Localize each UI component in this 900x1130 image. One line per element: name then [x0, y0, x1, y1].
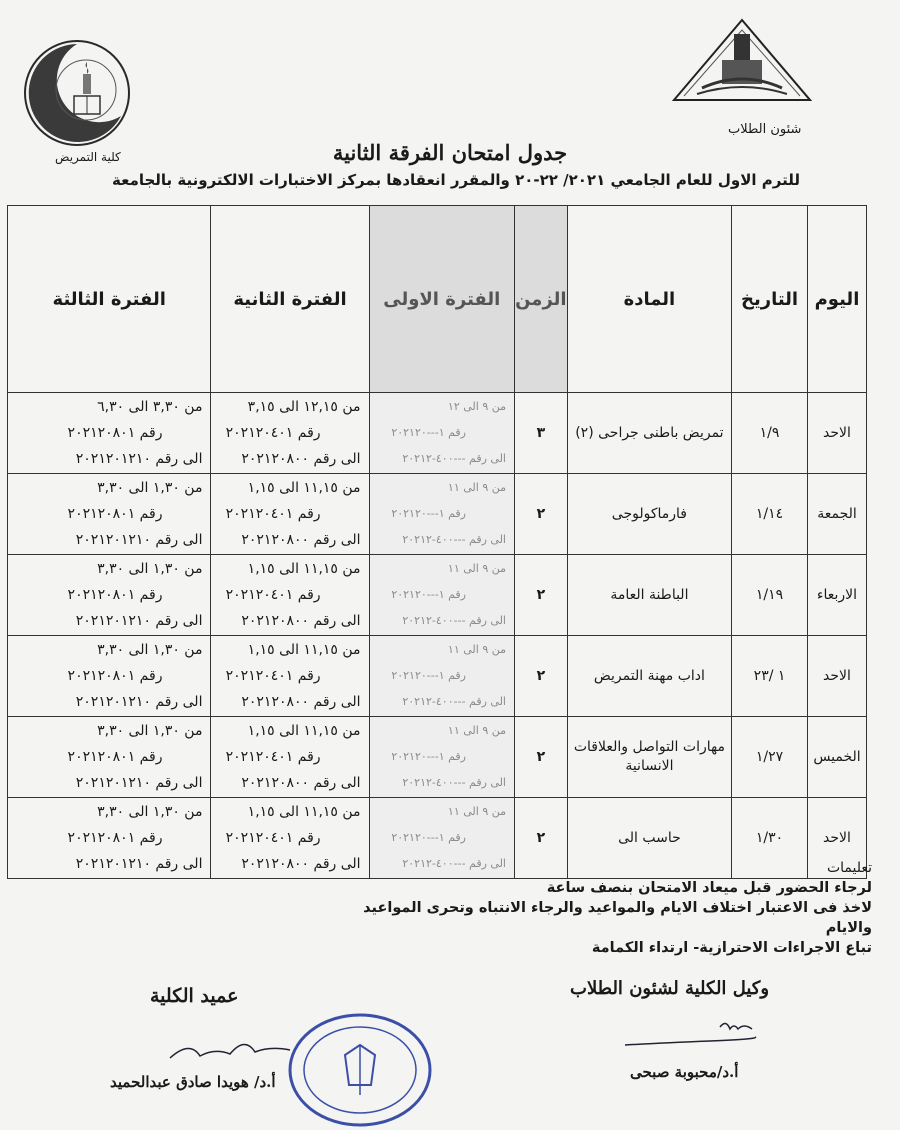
cell-date: ١/٣٠	[732, 798, 808, 879]
dean-name: أ.د/ هويدا صادق عبدالحميد	[110, 1073, 276, 1091]
document-title: جدول امتحان الفرقة الثانية	[332, 140, 568, 165]
table-row	[8, 636, 867, 717]
cell-p3	[8, 636, 211, 717]
header-subject: المادة	[567, 206, 731, 393]
period-line: الى رقم ---٤٠٠-٢٠٢١٢	[402, 776, 506, 789]
cell-day: الاحد	[807, 798, 866, 879]
cell-p1	[369, 717, 514, 798]
vice-dean-title: وكيل الكلية لشئون الطلاب	[570, 978, 770, 999]
vice-dean-name: أ.د/محبوبة صبحى	[630, 1063, 739, 1081]
table-header-row	[8, 206, 867, 393]
header-period2: الفترة الثانية	[211, 206, 369, 393]
header-day: اليوم	[807, 206, 866, 393]
period-line: الى رقم ٢٠٢١٢٠٨٠٠	[241, 694, 361, 710]
period-line: من ١١,١٥ الى ١,١٥	[247, 480, 361, 496]
cell-p2	[211, 555, 369, 636]
cell-duration: ٢	[515, 636, 568, 717]
period-line: رقم ٢٠٢١٢٠٨٠١	[67, 425, 163, 441]
faculty-logo-caption: كلية التمريض	[55, 150, 121, 164]
cell-p2	[211, 636, 369, 717]
benha-university-logo	[672, 10, 812, 110]
header-period3: الفترة الثالثة	[8, 206, 211, 393]
instruction-item: تباع الاجراءات الاحترازية- ارتداء الكمامة	[591, 940, 872, 956]
student-affairs-label: شئون الطلاب	[728, 122, 802, 137]
period-line: الى رقم ٢٠٢١٢٠٨٠٠	[241, 856, 361, 872]
cell-duration: ٣	[515, 393, 568, 474]
period-line: من ١١,١٥ الى ١,١٥	[247, 561, 361, 577]
period-line: رقم ٢٠٢١٢٠٨٠١	[67, 587, 163, 603]
cell-duration: ٢	[515, 798, 568, 879]
exam-schedule-table	[7, 205, 867, 879]
instruction-item: لرجاء الحضور قبل ميعاد الامتحان بنصف ساعة	[546, 880, 872, 896]
faculty-of-nursing-logo	[22, 38, 132, 148]
period-line: من ١١,١٥ الى ١,١٥	[247, 723, 361, 739]
cell-subject: فارماكولوجى	[567, 474, 731, 555]
period-line: الى رقم ٢٠٢١٢٠١٢١٠	[75, 532, 203, 548]
period-line: الى رقم ٢٠٢١٢٠٨٠٠	[241, 775, 361, 791]
header-date: التاريخ	[732, 206, 808, 393]
period-line: رقم ٢٠٢١٢٠٤٠١	[225, 587, 321, 603]
period-line: الى رقم ٢٠٢١٢٠٨٠٠	[241, 613, 361, 629]
period-line: الى رقم ---٤٠٠-٢٠٢١٢	[402, 452, 506, 465]
table-row	[8, 717, 867, 798]
cell-subject: مهارات التواصل والعلاقات الانسانية	[567, 717, 731, 798]
cell-p1	[369, 393, 514, 474]
period-line: من ١,٣٠ الى ٣,٣٠	[97, 480, 203, 496]
cell-p1	[369, 555, 514, 636]
cell-date: ١/١٩	[732, 555, 808, 636]
cell-p3	[8, 555, 211, 636]
table-row	[8, 474, 867, 555]
cell-p1	[369, 636, 514, 717]
cell-p3	[8, 717, 211, 798]
cell-day: الاربعاء	[807, 555, 866, 636]
header-period1: الفترة الاولى	[369, 206, 514, 393]
period-line: الى رقم ٢٠٢١٢٠١٢١٠	[75, 694, 203, 710]
cell-subject: اداب مهنة التمريض	[567, 636, 731, 717]
instructions-block	[312, 858, 872, 958]
period-line: رقم ٢٠٢١٢٠٤٠١	[225, 506, 321, 522]
period-line: الى رقم ---٤٠٠-٢٠٢١٢	[402, 614, 506, 627]
period-line: رقم ١---٢٠٢١٢٠	[391, 750, 466, 763]
cell-day: الجمعة	[807, 474, 866, 555]
period-line: من ١,٣٠ الى ٣,٣٠	[97, 642, 203, 658]
period-line: رقم ١---٢٠٢١٢٠	[391, 831, 466, 844]
period-line: من ٩ الى ١١	[447, 562, 506, 575]
period-line: رقم ٢٠٢١٢٠٨٠١	[67, 749, 163, 765]
period-line: رقم ٢٠٢١٢٠٨٠١	[67, 830, 163, 846]
period-line: رقم ١---٢٠٢١٢٠	[391, 507, 466, 520]
period-line: رقم ١---٢٠٢١٢٠	[391, 426, 466, 439]
instruction-item: لاخذ فى الاعتبار اختلاف الايام والمواعيد والرجاء الانتباه وتحرى المواعيد والايام	[363, 900, 872, 936]
period-line: من ١,٣٠ الى ٣,٣٠	[97, 804, 203, 820]
period-line: من ٩ الى ١١	[447, 805, 506, 818]
university-stamp	[285, 1010, 435, 1130]
period-line: الى رقم ٢٠٢١٢٠٨٠٠	[241, 451, 361, 467]
period-line: الى رقم ٢٠٢١٢٠١٢١٠	[75, 775, 203, 791]
cell-p1	[369, 474, 514, 555]
period-line: رقم ٢٠٢١٢٠٨٠١	[67, 506, 163, 522]
period-line: رقم ٢٠٢١٢٠٤٠١	[225, 425, 321, 441]
period-line: من ١,٣٠ الى ٣,٣٠	[97, 723, 203, 739]
instructions-heading: تعليمات	[826, 860, 872, 876]
period-line: من ١٢,١٥ الى ٣,١٥	[247, 399, 361, 415]
period-line: من ٩ الى ١٢	[447, 400, 506, 413]
period-line: الى رقم ---٤٠٠-٢٠٢١٢	[402, 857, 506, 870]
table-row	[8, 393, 867, 474]
dean-signature	[160, 1030, 300, 1070]
cell-date: ١/٢٧	[732, 717, 808, 798]
period-line: من ٣,٣٠ الى ٦,٣٠	[97, 399, 203, 415]
period-line: من ١١,١٥ الى ١,١٥	[247, 804, 361, 820]
cell-subject: الباطنة العامة	[567, 555, 731, 636]
cell-date: ١/١٤	[732, 474, 808, 555]
period-line: الى رقم ---٤٠٠-٢٠٢١٢	[402, 695, 506, 708]
cell-p2	[211, 393, 369, 474]
period-line: رقم ١---٢٠٢١٢٠	[391, 669, 466, 682]
period-line: من ١١,١٥ الى ١,١٥	[247, 642, 361, 658]
period-line: رقم ٢٠٢١٢٠٤٠١	[225, 668, 321, 684]
period-line: من ١,٣٠ الى ٣,٣٠	[97, 561, 203, 577]
cell-duration: ٢	[515, 474, 568, 555]
cell-duration: ٢	[515, 555, 568, 636]
period-line: من ٩ الى ١١	[447, 643, 506, 656]
period-line: الى رقم ٢٠٢١٢٠١٢١٠	[75, 613, 203, 629]
period-line: رقم ٢٠٢١٢٠٤٠١	[225, 749, 321, 765]
period-line: من ٩ الى ١١	[447, 724, 506, 737]
cell-p2	[211, 474, 369, 555]
cell-date: ١ /٢٣	[732, 636, 808, 717]
cell-subject: حاسب الى	[567, 798, 731, 879]
document-subtitle: للترم الاول للعام الجامعي ٢٠٢١/ ٢٢-٢٠ والمقرر انعقادها بمركز الاختبارات الالكترونية بالجامعة	[112, 171, 800, 189]
period-line: رقم ١---٢٠٢١٢٠	[391, 588, 466, 601]
table-row	[8, 555, 867, 636]
cell-day: الاحد	[807, 393, 866, 474]
period-line: الى رقم ٢٠٢١٢٠٨٠٠	[241, 532, 361, 548]
cell-day: الاحد	[807, 636, 866, 717]
period-line: الى رقم ٢٠٢١٢٠١٢١٠	[75, 856, 203, 872]
cell-day: الخميس	[807, 717, 866, 798]
period-line: رقم ٢٠٢١٢٠٨٠١	[67, 668, 163, 684]
cell-subject: تمريض باطنى جراحى (٢)	[567, 393, 731, 474]
period-line: رقم ٢٠٢١٢٠٤٠١	[225, 830, 321, 846]
cell-duration: ٢	[515, 717, 568, 798]
period-line: الى رقم ---٤٠٠-٢٠٢١٢	[402, 533, 506, 546]
vice-dean-signature	[620, 1015, 760, 1060]
period-line: الى رقم ٢٠٢١٢٠١٢١٠	[75, 451, 203, 467]
period-line: من ٩ الى ١١	[447, 481, 506, 494]
header-duration: الزمن	[515, 206, 568, 393]
dean-title: عميد الكلية	[150, 985, 239, 1007]
cell-date: ١/٩	[732, 393, 808, 474]
cell-p3	[8, 393, 211, 474]
cell-p3	[8, 798, 211, 879]
cell-p2	[211, 717, 369, 798]
cell-p3	[8, 474, 211, 555]
